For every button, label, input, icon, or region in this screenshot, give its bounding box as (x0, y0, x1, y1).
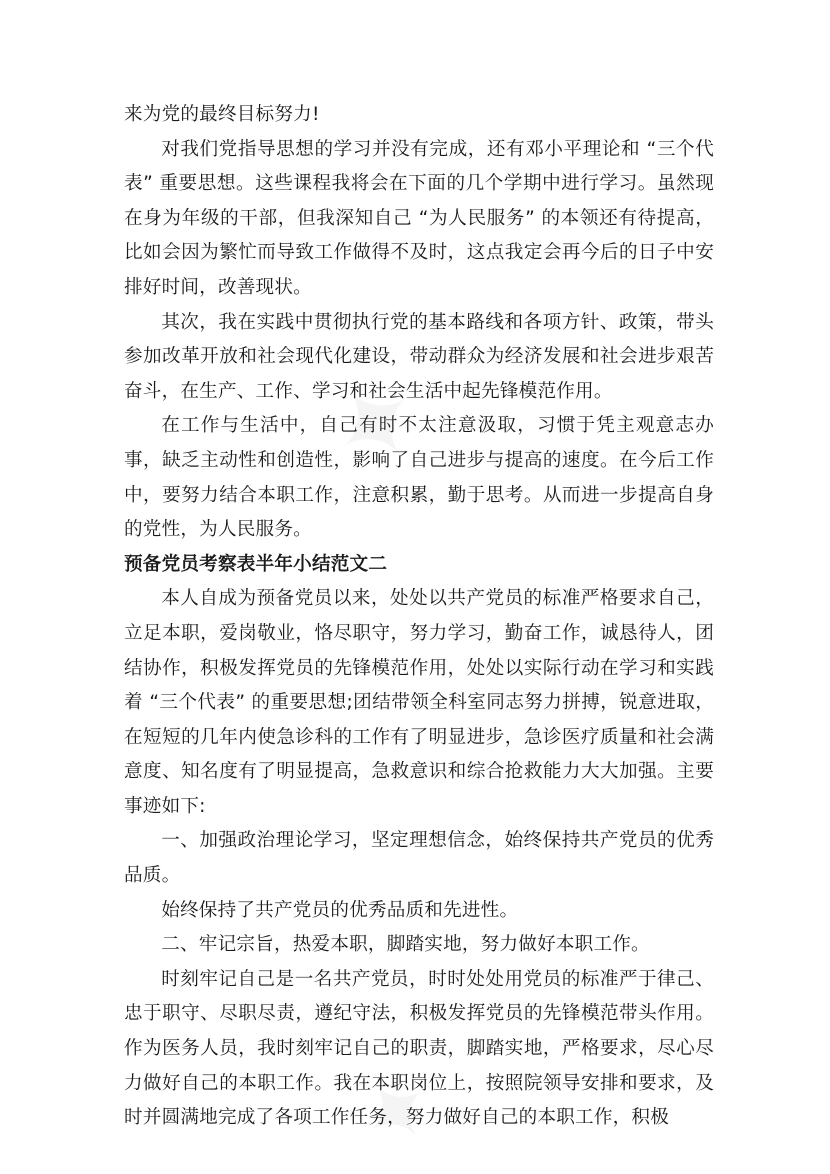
paragraph-point-one-detail: 始终保持了共产党员的优秀品质和先进性。 (161, 899, 519, 921)
paragraph-introduction: 本人自成为预备党员以来，处处以共产党员的标准严格要求自己，立足本职，爱岗敬业，恪尽职守，努力学习，勤奋工作，诚恳待人，团结协作，积极发挥党员的先锋模范作用，处处以实际行动在学习和实践着 “三个代表” 的重要思想;团结带领全科室同志努力拼搏，锐意进取，在短短的几年内使急诊科的工作有了明显进步，急诊医疗质量和社会满意度、知名度有了明显提高，急救意识和综合抢救能力大大加强。主要事迹如下: (124, 588, 714, 817)
paragraph-practice: 其次，我在实践中贯彻执行党的基本路线和各项方针、政策，带头参加改革开放和社会现代化建设，带动群众为经济发展和社会进步艰苦奋斗，在生产、工作、学习和社会生活中起先锋模范作用。 (124, 311, 714, 402)
paragraph-shortcomings: 在工作与生活中，自己有时不太注意汲取，习惯于凭主观意志办事，缺乏主动性和创造性，影响了自己进步与提高的速度。在今后工作中，要努力结合本职工作，注意积累，勤于思考。从而进一步提高自身的党性，为人民服务。 (124, 415, 714, 541)
paragraph-continuation: 来为党的最终目标努力! (124, 104, 320, 125)
section-heading: 预备党员考察表半年小结范文二 (124, 553, 388, 575)
document-body (124, 98, 714, 1136)
paragraph-point-two: 二、牢记宗旨，热爱本职，脚踏实地，努力做好本职工作。 (161, 934, 650, 956)
paragraph-point-one: 一、加强政治理论学习，坚定理想信念，始终保持共产党员的优秀品质。 (124, 830, 714, 887)
paragraph-point-two-detail: 时刻牢记自己是一名共产党员，时时处处用党员的标准严于律己、忠于职守、尽职尽责，遵纪守法，积极发挥党员的先锋模范带头作用。作为医务人员，我时刻牢记自己的职责，脚踏实地，严格要求，尽心尽力做好自己的本职工作。我在本职岗位上，按照院领导安排和要求，及时并圆满地完成了各项工作任务，努力做好自己的本职工作，积极 (124, 968, 714, 1129)
paragraph-guiding-thought: 对我们党指导思想的学习并没有完成，还有邓小平理论和 “三个代表” 重要思想。这些课程我将会在下面的几个学期中进行学习。虽然现在身为年级的干部，但我深知自己 “为人民服务” 的本领还有待提高，比如会因为繁忙而导致工作做得不及时，这点我定会再今后的日子中安排好时间，改善现状。 (124, 138, 714, 298)
